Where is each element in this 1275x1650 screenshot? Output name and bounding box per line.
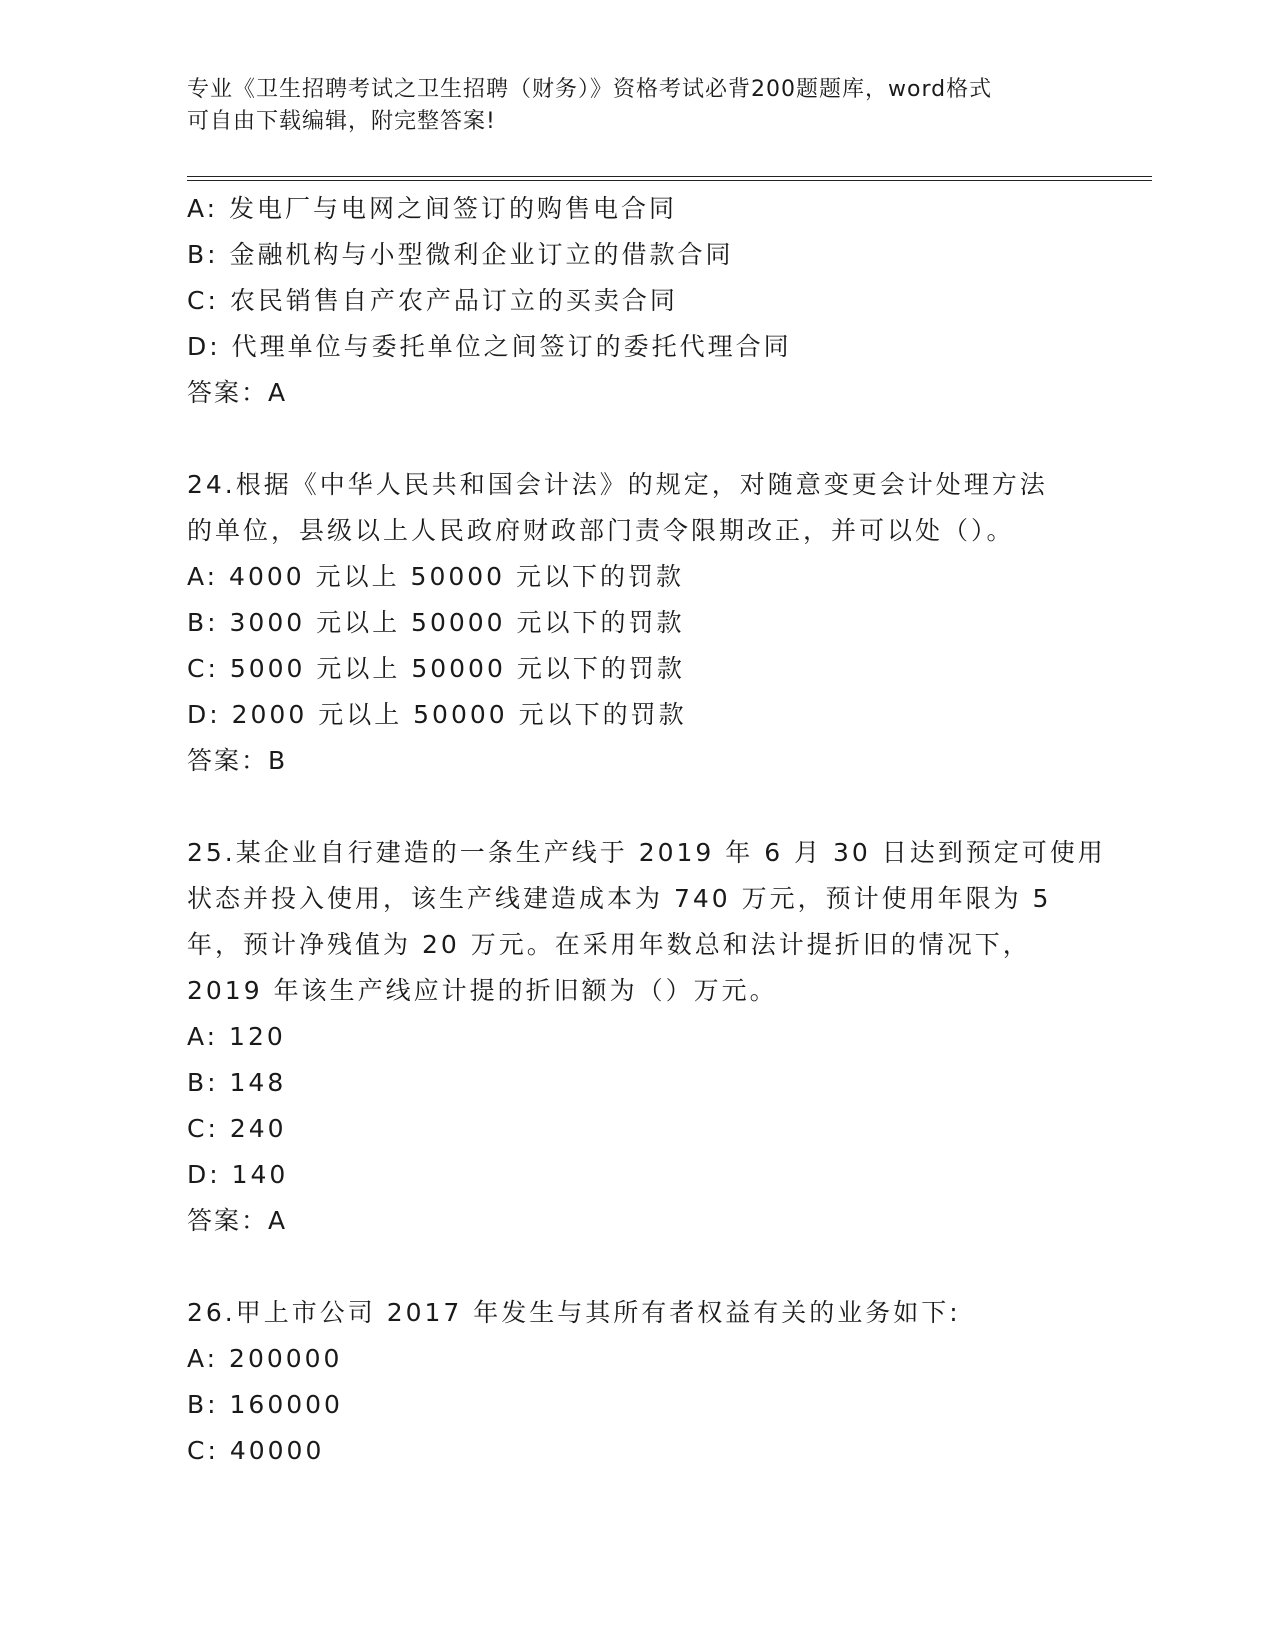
- option-a: A: 4000 元以上 50000 元以下的罚款: [187, 562, 685, 591]
- question-26: [187, 1290, 1077, 1474]
- question-23: [187, 186, 1077, 416]
- answer-text: 答案：A: [187, 378, 288, 407]
- option-d: D: 140: [187, 1160, 289, 1189]
- question-stem-line: 的单位，县级以上人民政府财政部门责令限期改正，并可以处（）。: [187, 516, 1015, 545]
- option-c: C: 240: [187, 1114, 287, 1143]
- question-stem-line: 年，预计净残值为 20 万元。在采用年数总和法计提折旧的情况下，: [187, 930, 1031, 959]
- question-24: [187, 462, 1077, 784]
- spacer: [187, 416, 1077, 462]
- header-title-line-2: 可自由下载编辑，附完整答案!: [187, 109, 496, 134]
- option-c: C: 5000 元以上 50000 元以下的罚款: [187, 654, 685, 683]
- spacer: [187, 1244, 1077, 1290]
- document-header: [187, 74, 1087, 138]
- question-stem-line: 2019 年该生产线应计提的折旧额为（）万元。: [187, 976, 778, 1005]
- option-b: B: 160000: [187, 1390, 343, 1419]
- question-25: [187, 830, 1106, 1244]
- question-list: [187, 186, 1106, 1474]
- option-b: B: 金融机构与小型微利企业订立的借款合同: [187, 240, 734, 269]
- option-a: A: 发电厂与电网之间签订的购售电合同: [187, 194, 678, 223]
- question-stem-line: 状态并投入使用，该生产线建造成本为 740 万元，预计使用年限为 5: [187, 884, 1052, 913]
- option-a: A: 200000: [187, 1344, 343, 1373]
- option-b: B: 148: [187, 1068, 287, 1097]
- question-stem-line: 24.根据《中华人民共和国会计法》的规定，对随意变更会计处理方法: [187, 470, 1048, 499]
- option-a: A: 120: [187, 1022, 286, 1051]
- option-c: C: 农民销售自产农产品订立的买卖合同: [187, 286, 678, 315]
- answer-text: 答案：B: [187, 746, 288, 775]
- question-stem-line: 26.甲上市公司 2017 年发生与其所有者权益有关的业务如下:: [187, 1298, 961, 1327]
- option-d: D: 2000 元以上 50000 元以下的罚款: [187, 700, 687, 729]
- option-d: D: 代理单位与委托单位之间签订的委托代理合同: [187, 332, 792, 361]
- question-stem-line: 25.某企业自行建造的一条生产线于 2019 年 6 月 30 日达到预定可使用: [187, 838, 1106, 867]
- header-title-line-1: 专业《卫生招聘考试之卫生招聘（财务）》资格考试必背200题题库，word格式: [187, 77, 993, 102]
- option-b: B: 3000 元以上 50000 元以下的罚款: [187, 608, 685, 637]
- header-divider: [187, 176, 1152, 181]
- answer-text: 答案：A: [187, 1206, 288, 1235]
- spacer: [187, 784, 1077, 830]
- option-c: C: 40000: [187, 1436, 325, 1465]
